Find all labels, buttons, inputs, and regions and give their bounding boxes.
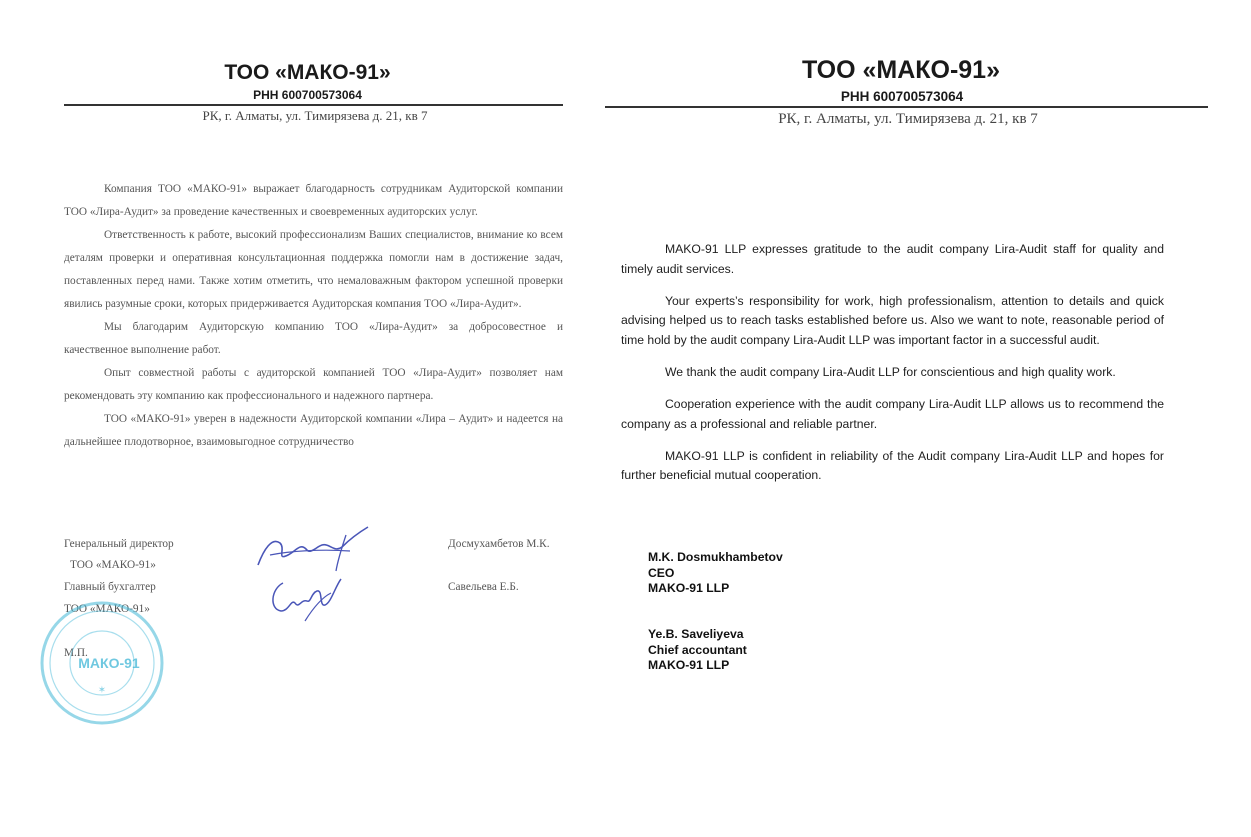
letter-paragraph: ТОО «МАКО-91» уверен в надежности Аудиторской компании «Лира – Аудит» и надеется на дальнейшее плодотворное, взаимовыгодное сотрудничество [64, 413, 563, 448]
letterhead-rnn: РНН 600700573064 [253, 88, 362, 102]
signature-director-title: Генеральный директор [64, 538, 174, 550]
ceo-title: CEO [648, 565, 675, 580]
translation-paragraph: Your experts’s responsibility for work, high professionalism, attention to details and quick advising helped us to reach tasks established before us. Also we want to note, reasonable period of time hold by the audit company Lira-Audit LLP was important factor in a successful audit. [621, 293, 1164, 347]
translation-paragraph: We thank the audit company Lira-Audit LLP for conscientious and high quality work. [665, 364, 1116, 379]
svg-text:✶: ✶ [97, 685, 107, 696]
letter-paragraph: Компания ТОО «МАКО-91» выражает благодарность сотрудникам Аудиторской компании ТОО «Лира-Аудит» за проведение качественных и своевременных аудиторских услуг. [64, 183, 563, 218]
translation-letterhead-divider [605, 106, 1208, 108]
letterhead-address: РК, г. Алматы, ул. Тимирязева д. 21, кв 7 [202, 108, 428, 123]
translation-signature-accountant [648, 627, 747, 674]
accountant-title: Chief accountant [648, 642, 747, 657]
signature-accountant-title: Главный бухгалтер [64, 581, 156, 593]
letter-body [64, 178, 563, 454]
translation-paragraph: MAKO-91 LLP is confident in reliability of the Audit company Lira-Audit LLP and hopes for further beneficial mutual cooperation. [621, 448, 1164, 483]
director-signature [250, 525, 380, 575]
translation-signature-ceo [648, 550, 783, 597]
accountant-name: Ye.B. Saveliyeva [648, 627, 744, 641]
translation-paragraph: MAKO-91 LLP expresses gratitude to the audit company Lira-Audit staff for quality and timely audit services. [621, 242, 1164, 276]
letter-original-russian [0, 0, 625, 837]
ceo-org: MAKO-91 LLP [648, 581, 730, 595]
signature-director-org: ТОО «МАКО-91» [70, 559, 156, 571]
ceo-name: M.K. Dosmukhambetov [648, 550, 783, 564]
letter-paragraph: Опыт совместной работы с аудиторской компанией ТОО «Лира-Аудит» позволяет нам рекомендовать эту компанию как профессионального и надежного партнера. [64, 367, 563, 402]
translation-letterhead-address: РК, г. Алматы, ул. Тимирязева д. 21, кв 7 [778, 111, 1038, 127]
stamp-text: МАКО-91 [78, 655, 140, 671]
signature-accountant-name: Савельева Е.Б. [448, 581, 519, 593]
translation-letter-body [621, 240, 1164, 498]
translation-paragraph: Cooperation experience with the audit company Lira-Audit LLP allows us to recommend the company as a professional and reliable partner. [621, 397, 1164, 431]
accountant-org: MAKO-91 LLP [648, 658, 730, 672]
company-stamp [39, 600, 165, 726]
signature-accountant-org: ТОО «МАКО-91» [64, 603, 150, 615]
signature-director-name: Досмухамбетов М.К. [448, 538, 550, 550]
accountant-signature [265, 575, 355, 625]
translation-letterhead-rnn: РНН 600700573064 [840, 89, 964, 104]
letter-paragraph: Мы благодарим Аудиторскую компанию ТОО «Лира-Аудит» за добросовестное и качественное выполнение работ. [64, 321, 563, 356]
stamp-placeholder-mp: М.П. [64, 647, 88, 659]
letterhead-company-name: ТОО «МАКО-91» [224, 61, 391, 84]
letter-paragraph: Ответственность к работе, высокий профессионализм Ваших специалистов, внимание ко всем деталям проверки и оперативная консультационная поддержка помогли нам в достижение задач, поставленных перед нами. Также хотим отметить, что немаловажным фактором успешной проверки явились разумные сроки, которых придерживается Аудиторская компания ТОО «Лира-Аудит». [64, 229, 563, 310]
translation-letterhead-company-name: ТОО «МАКО-91» [801, 56, 1000, 84]
letterhead-divider [64, 104, 563, 106]
